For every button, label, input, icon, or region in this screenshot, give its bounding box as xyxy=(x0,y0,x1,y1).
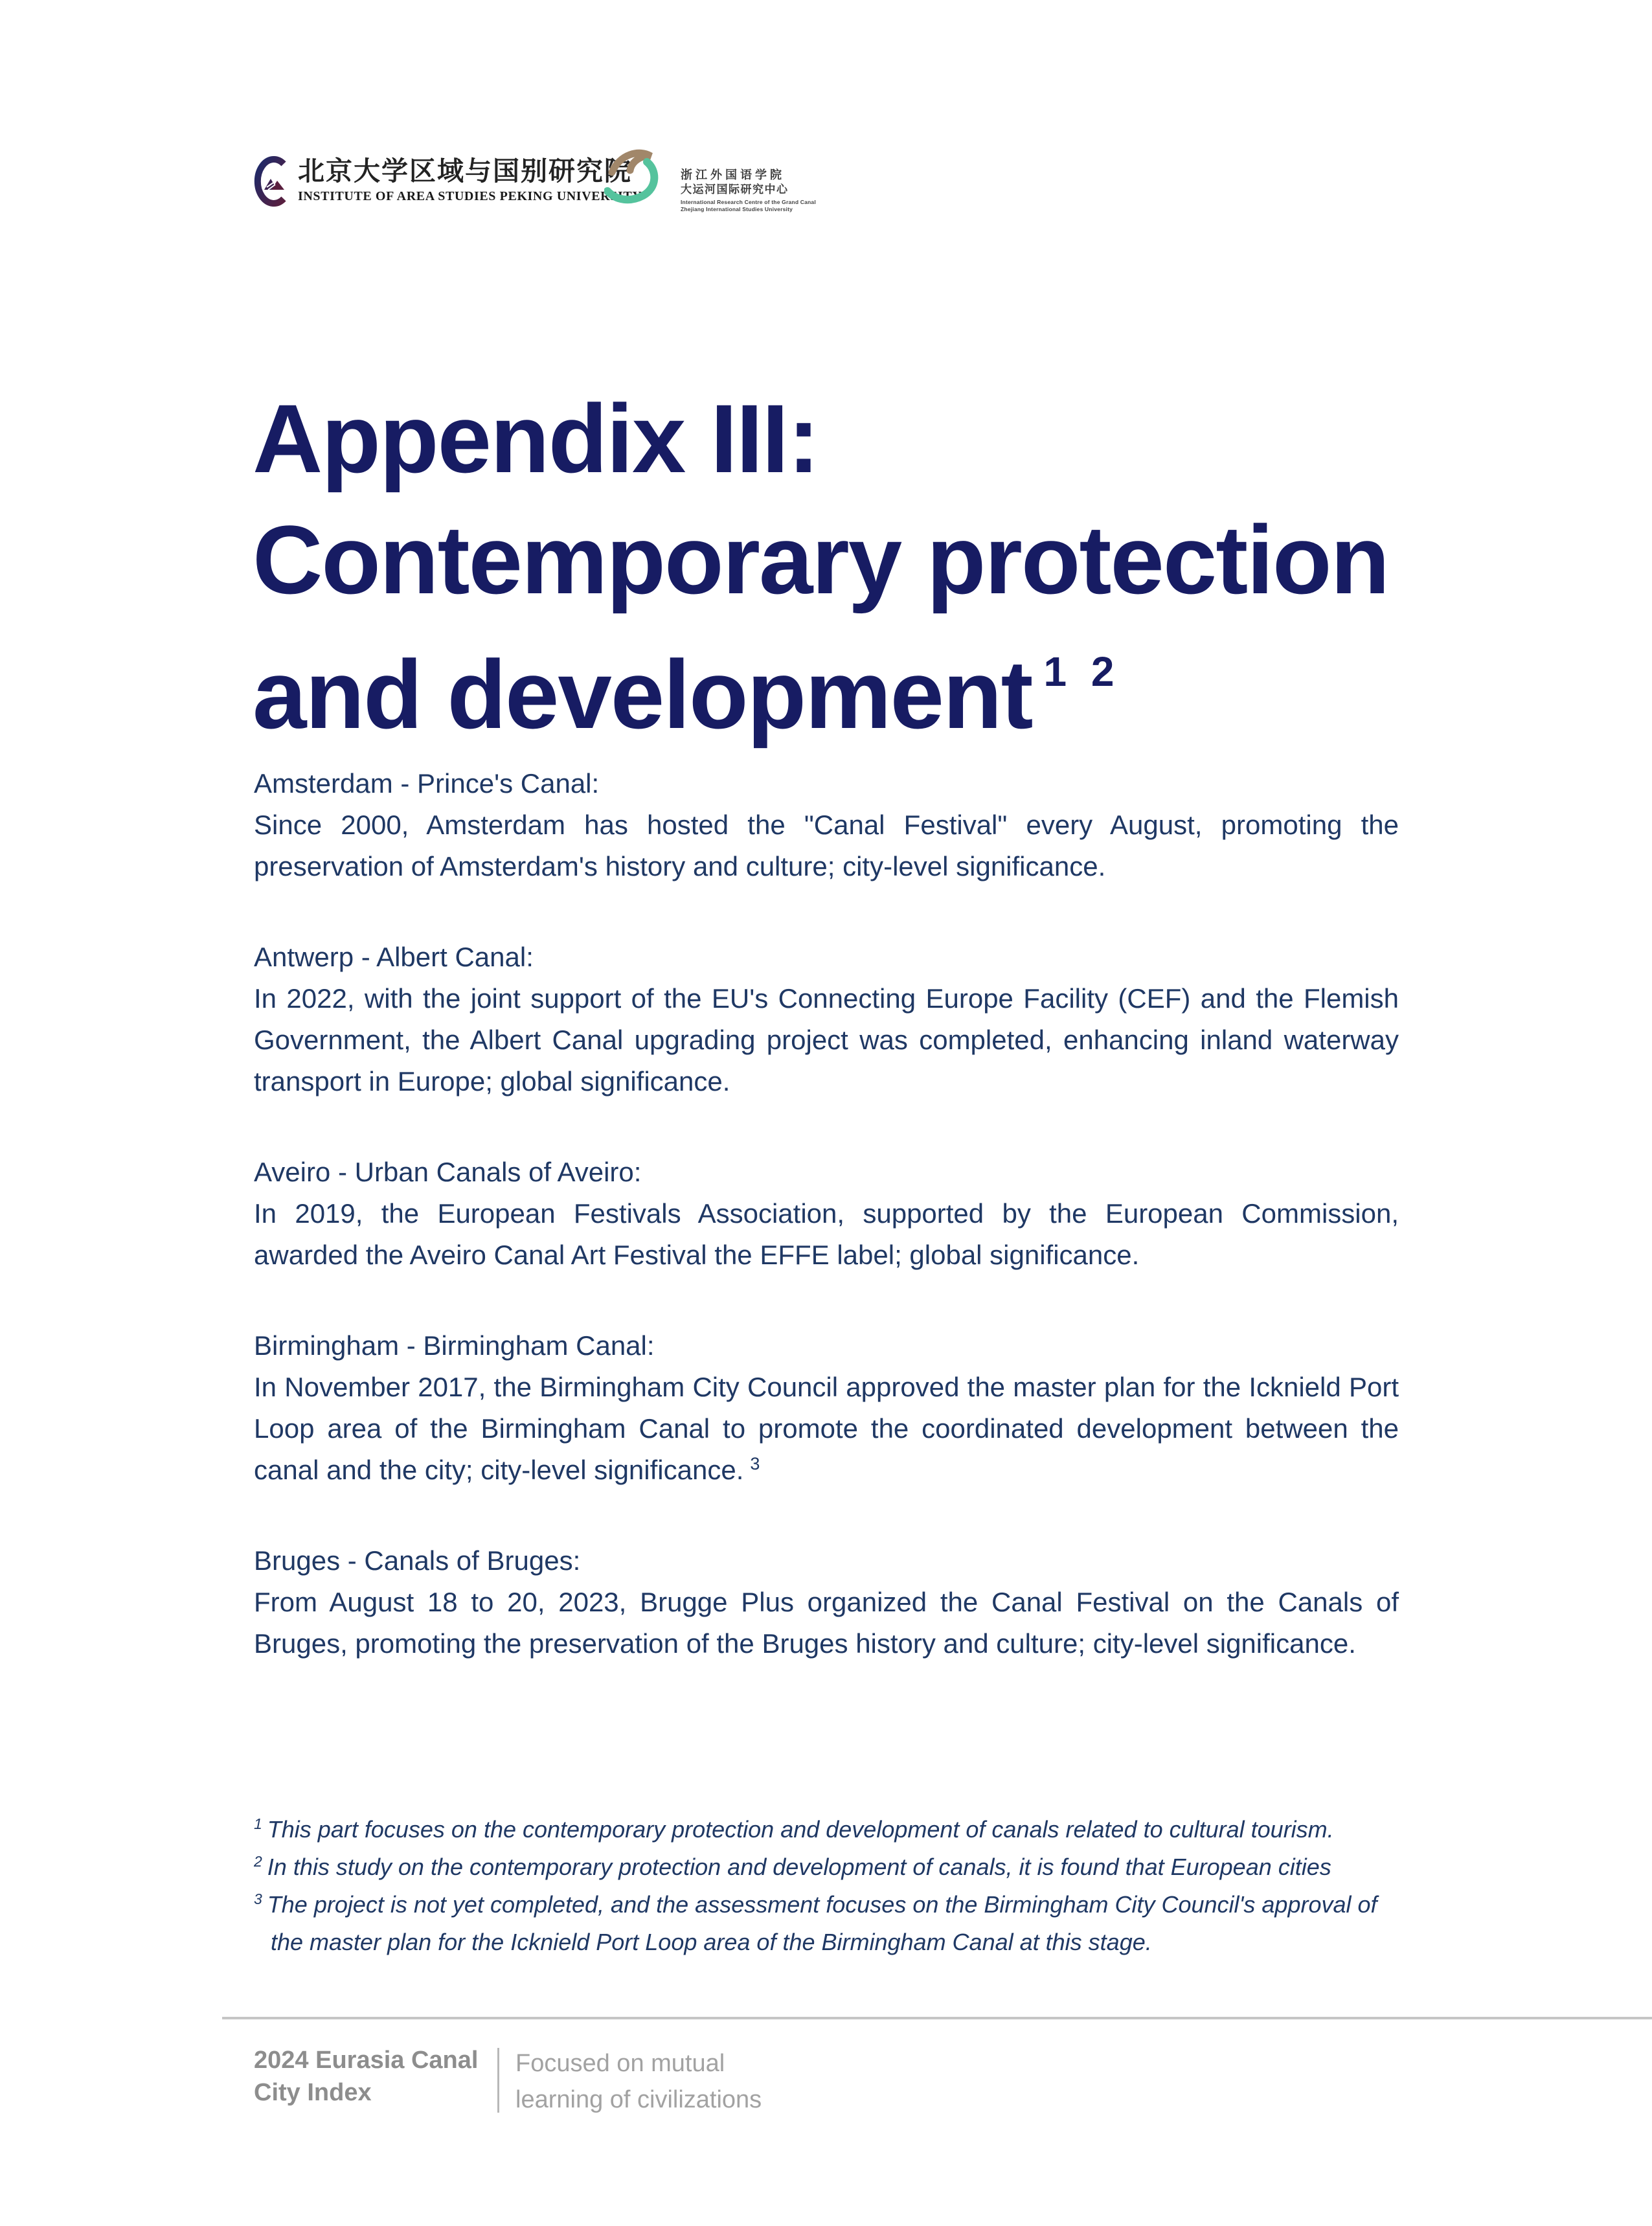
paragraph-bruges xyxy=(254,1540,1399,1664)
footer-report-title-line-1: 2024 Eurasia Canal xyxy=(254,2047,479,2074)
paragraph-heading: Antwerp - Albert Canal: xyxy=(254,942,534,972)
zisu-english-name: Zhejiang International Studies University xyxy=(681,206,793,212)
paragraph-heading: Birmingham - Birmingham Canal: xyxy=(254,1330,655,1361)
footer-report-title-line-2: City Index xyxy=(254,2079,372,2106)
pku-ring-icon xyxy=(254,155,291,207)
footnote-text: The project is not yet completed, and the assessment focuses on the Birmingham City Council's approval of the master plan for the Icknield Port Loop area of the Birmingham Canal at this stage. xyxy=(267,1891,1377,1955)
body-content xyxy=(254,763,1399,1714)
footnote-text: This part focuses on the contemporary protection and development of canals related to cultural tourism. xyxy=(267,1816,1334,1843)
grand-canal-logo-text xyxy=(681,167,816,213)
footer-rule xyxy=(222,2017,1652,2019)
brush-swirl-icon xyxy=(604,146,660,212)
canal-center-chinese-name: 大运河国际研究中心 xyxy=(681,183,789,196)
title-footnote-markers: 1 2 xyxy=(1043,648,1121,695)
footnote-ref-3: 3 xyxy=(750,1454,760,1473)
footer-divider xyxy=(497,2048,499,2113)
footnotes-block xyxy=(254,1811,1407,1961)
paragraph-heading: Aveiro - Urban Canals of Aveiro: xyxy=(254,1157,642,1187)
page-title xyxy=(253,378,1388,755)
paragraph-birmingham xyxy=(254,1325,1399,1491)
grand-canal-center-logo xyxy=(604,146,816,213)
pku-logo-english: INSTITUTE OF AREA STUDIES PEKING UNIVERSITY xyxy=(298,189,642,203)
paragraph-heading: Bruges - Canals of Bruges: xyxy=(254,1545,581,1576)
title-line-3: and development xyxy=(253,640,1032,749)
paragraph-body: In 2022, with the joint support of the EU's Connecting Europe Facility (CEF) and the Flemish Government, the Albert Canal upgrading project was completed, enhancing inland waterway transport in Europe; global significance. xyxy=(254,983,1399,1096)
title-line-2: Contemporary protection xyxy=(253,505,1389,614)
pku-logo-text xyxy=(298,155,642,204)
footnote-3 xyxy=(254,1886,1407,1961)
paragraph-body: From August 18 to 20, 2023, Brugge Plus organized the Canal Festival on the Canals of Bruges, promoting the preservation of the Bruges history and culture; city-level significance. xyxy=(254,1587,1399,1659)
paragraph-body: Since 2000, Amsterdam has hosted the "Canal Festival" every August, promoting the preservation of Amsterdam's history and culture; city-level significance. xyxy=(254,810,1399,881)
paragraph-body-text: In November 2017, the Birmingham City Council approved the master plan for the Icknield Port Loop area of the Birmingham Canal to promote the coordinated development between the canal and the city; city-level significance. xyxy=(254,1372,1399,1485)
canal-center-english-name: International Research Centre of the Grand Canal xyxy=(681,199,816,205)
footnote-2 xyxy=(254,1848,1407,1886)
footer-slogan-line-2: learning of civilizations xyxy=(515,2086,762,2113)
footer-report-title xyxy=(254,2044,478,2109)
zisu-chinese-name: 浙江外国语学院 xyxy=(681,168,785,181)
title-line-1: Appendix III: xyxy=(253,384,819,493)
footnote-1 xyxy=(254,1811,1407,1848)
pku-logo-chinese: 北京大学区域与国别研究院 xyxy=(298,156,632,186)
footnote-number: 3 xyxy=(254,1891,262,1907)
footer-slogan xyxy=(515,2045,762,2118)
footnote-number: 2 xyxy=(254,1853,262,1870)
paragraph-amsterdam xyxy=(254,763,1399,887)
paragraph-aveiro xyxy=(254,1152,1399,1276)
paragraph-body: In 2019, the European Festivals Association, supported by the European Commission, awarded the Aveiro Canal Art Festival the EFFE label; global significance. xyxy=(254,1198,1399,1270)
paragraph-body xyxy=(254,1367,1399,1491)
footnote-number: 1 xyxy=(254,1815,262,1832)
paragraph-antwerp xyxy=(254,937,1399,1102)
paragraph-heading: Amsterdam - Prince's Canal: xyxy=(254,768,600,799)
footnote-text: In this study on the contemporary protection and development of canals, it is found that European cities xyxy=(267,1854,1331,1880)
pku-institute-logo xyxy=(254,155,642,207)
footer-slogan-line-1: Focused on mutual xyxy=(515,2050,725,2077)
